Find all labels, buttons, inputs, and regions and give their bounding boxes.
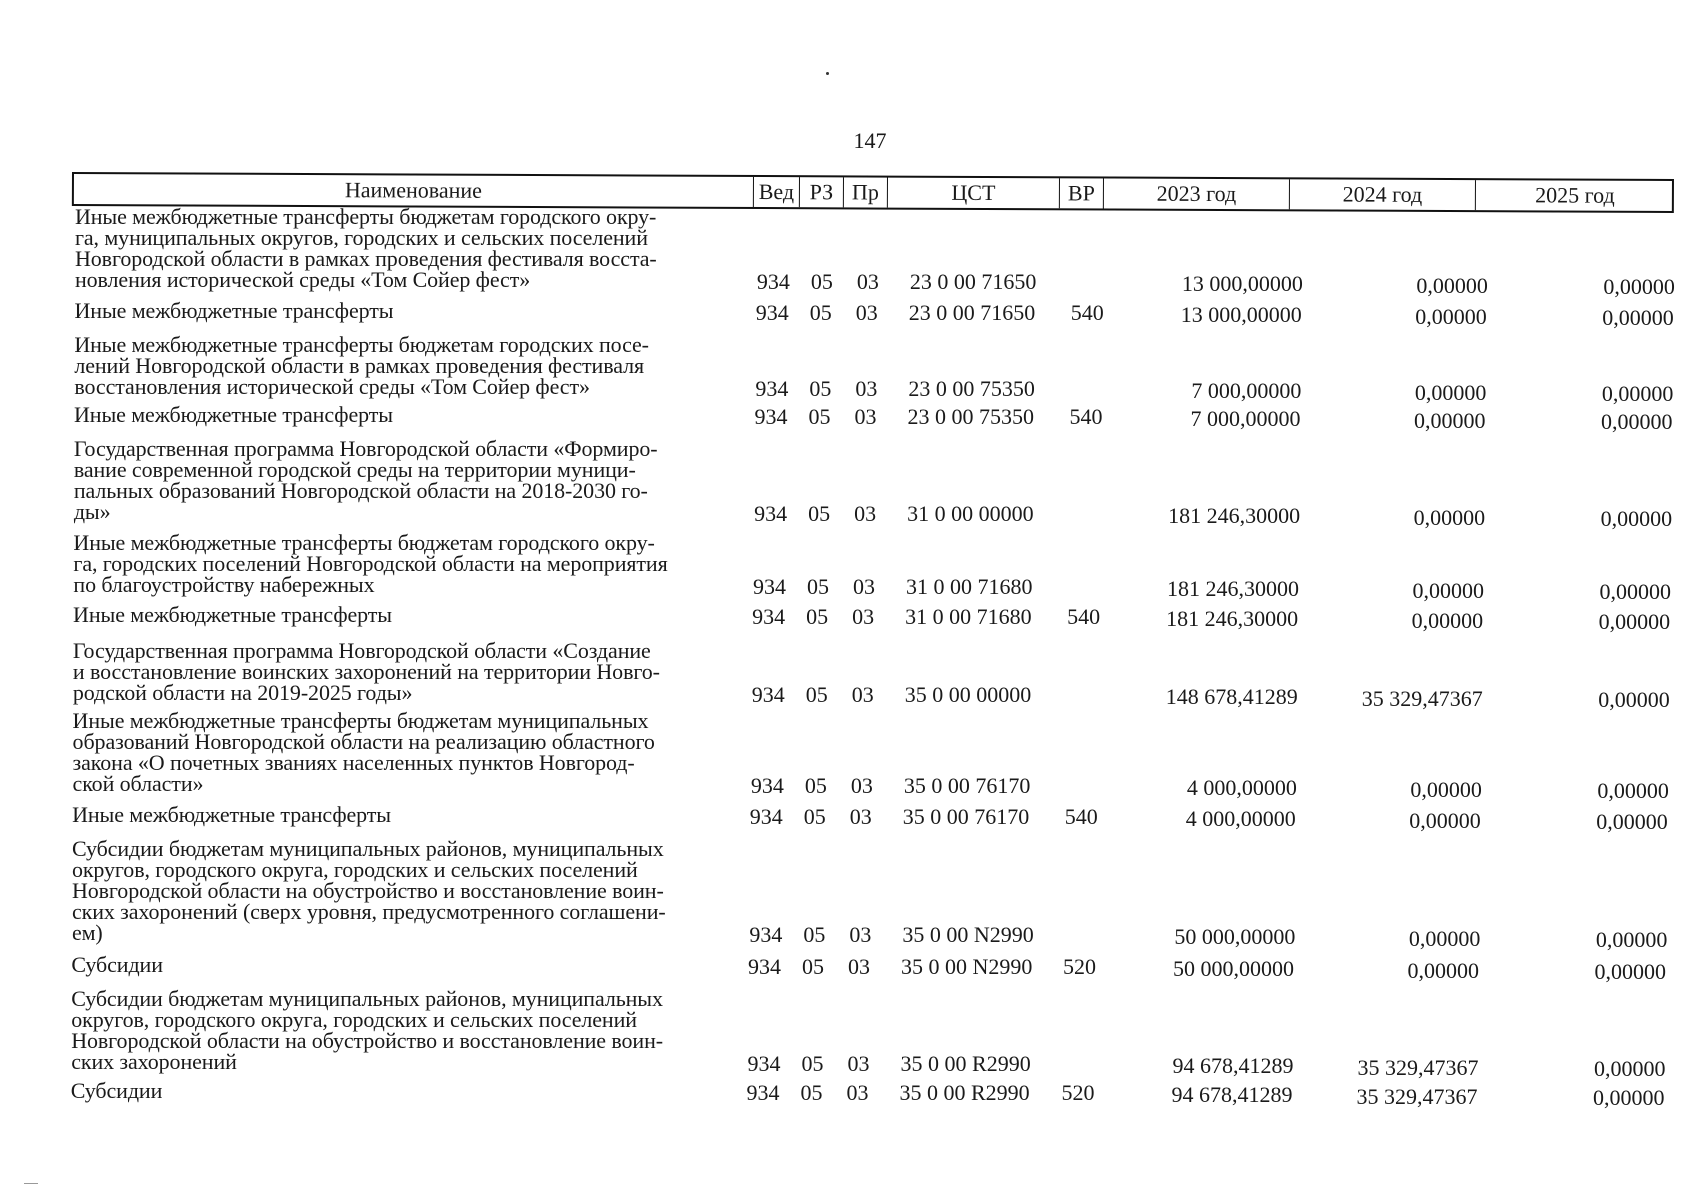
cell-rz: 05 (808, 501, 831, 526)
cell-cst: 31 0 00 71680 (905, 604, 1032, 629)
row-name (73, 640, 753, 703)
header-2025: 2025 год (1535, 182, 1615, 208)
cell-y2023: 181 246,30000 (1168, 503, 1301, 528)
row-name-line: новления исторической среды «Том Сойер фест» (74, 267, 531, 292)
cell-pr: 03 (854, 404, 877, 429)
cell-cst: 23 0 00 71650 (909, 269, 1037, 294)
cell-pr: 03 (849, 804, 872, 829)
row-name (75, 300, 755, 321)
cell-y2025: 0,00000 (1601, 409, 1673, 434)
row-name (74, 404, 754, 425)
cell-pr: 03 (854, 501, 877, 526)
cell-y2025: 0,00000 (1594, 959, 1666, 984)
cell-y2024: 0,00000 (1416, 273, 1488, 298)
row-name-line: Государственная программа Новгородской области «Создание (72, 638, 651, 663)
header-ved: Вед (754, 177, 800, 207)
header-2023: 2023 год (1104, 179, 1290, 210)
cell-y2024: 0,00000 (1409, 808, 1481, 833)
row-name (73, 710, 753, 794)
row-name-line: ских захоронений (сверх уровня, предусмотренного соглашени- (71, 899, 666, 924)
cell-ved: 934 (754, 501, 788, 526)
row-name-line: га, муниципальных округов, городских и сельских поселений (74, 225, 648, 250)
header-vr: ВР (1060, 178, 1104, 208)
row-name-line: Иные межбюджетные трансферты (73, 602, 392, 627)
cell-y2023: 94 678,41289 (1171, 1082, 1293, 1107)
row-name-line: Государственная программа Новгородской области «Формиро- (73, 436, 658, 461)
cell-y2023: 181 246,30000 (1166, 606, 1299, 631)
cell-rz: 05 (804, 773, 827, 798)
cell-y2023: 181 246,30000 (1167, 576, 1300, 601)
cell-cst: 31 0 00 00000 (907, 501, 1034, 526)
cell-pr: 03 (849, 922, 872, 947)
cell-y2025: 0,00000 (1599, 579, 1672, 604)
cell-pr: 03 (851, 682, 874, 707)
cell-y2025: 0,00000 (1603, 274, 1675, 299)
cell-y2023: 94 678,41289 (1172, 1053, 1294, 1078)
cell-cst: 35 0 00 76170 (902, 804, 1030, 829)
cell-ved: 934 (749, 922, 783, 947)
cell-pr: 03 (856, 269, 879, 294)
cell-y2024: 0,00000 (1412, 578, 1485, 603)
cell-y2023: 4 000,00000 (1185, 806, 1296, 831)
cell-rz: 05 (808, 404, 831, 429)
cell-vr: 540 (1069, 404, 1103, 429)
cell-pr: 03 (847, 1051, 870, 1076)
row-name (73, 604, 753, 625)
row-name-line: Субсидии бюджетам муниципальных районов, муниципальных (71, 986, 663, 1011)
row-name-line: родской области на 2019-2025 годы» (72, 680, 413, 705)
cell-y2025: 0,00000 (1602, 305, 1674, 330)
row-name (74, 438, 754, 522)
cell-rz: 05 (800, 1080, 823, 1105)
row-name (72, 838, 752, 943)
cell-y2024: 0,00000 (1415, 304, 1487, 329)
cell-ved: 934 (754, 404, 788, 429)
row-name-line: Иные межбюджетные трансферты бюджетам городского окру- (73, 530, 655, 555)
row-name-line: Новгородской области в рамках проведения фестиваля восста- (74, 246, 657, 271)
cell-ved: 934 (753, 574, 787, 599)
row-name-line: по благоустройству набережных (73, 572, 375, 597)
cell-ved: 934 (750, 773, 784, 798)
row-name-line: восстановления исторической среды «Том Сойер фест» (74, 374, 590, 399)
row-name (72, 804, 752, 825)
cell-vr: 540 (1067, 604, 1101, 629)
cell-ved: 934 (752, 604, 786, 629)
row-name-line: Новгородской области на обустройство и восстановление воин- (71, 1028, 663, 1053)
cell-ved: 934 (749, 804, 783, 829)
row-name (71, 1080, 751, 1101)
row-name-line: Иные межбюджетные трансферты (74, 298, 394, 323)
row-name-line: Иные межбюджетные трансферты (72, 802, 391, 827)
cell-y2024: 0,00000 (1414, 408, 1486, 433)
cell-y2024: 0,00000 (1413, 505, 1486, 530)
row-name-line: закона «О почетных званиях населенных пунктов Новгород- (72, 750, 635, 775)
cell-y2025: 0,00000 (1595, 927, 1668, 952)
row-name (71, 954, 751, 975)
cell-ved: 934 (755, 376, 789, 401)
page-number: 147 (853, 128, 887, 153)
row-name-line: образований Новгородской области на реализацию областного (72, 729, 655, 754)
cell-y2023: 13 000,00000 (1181, 271, 1303, 296)
cell-vr: 540 (1070, 300, 1104, 325)
cell-cst: 35 0 00 R2990 (900, 1051, 1031, 1076)
row-name-line: Иные межбюджетные трансферты (74, 402, 393, 427)
cell-rz: 05 (810, 269, 833, 294)
cell-rz: 05 (805, 682, 828, 707)
row-name-line: га, городских поселений Новгородской области на мероприятия (73, 551, 668, 576)
row-name-line: округов, городского округа, городских и сельских поселений (71, 1007, 637, 1032)
cell-cst: 23 0 00 75350 (908, 376, 1035, 401)
cell-rz: 05 (806, 604, 829, 629)
cell-vr: 520 (1062, 954, 1096, 979)
row-name-line: и восстановление воинских захоронений на территории Новго- (72, 659, 660, 684)
cell-cst: 23 0 00 71650 (908, 300, 1036, 325)
row-name-line: Субсидии бюджетам муниципальных районов, муниципальных (71, 836, 664, 861)
cell-rz: 05 (803, 922, 826, 947)
row-name-line: округов, городского округа, городских и сельских поселений (71, 857, 638, 882)
cell-y2025: 0,00000 (1594, 1056, 1666, 1081)
cell-pr: 03 (847, 954, 870, 979)
cell-cst: 35 0 00 76170 (903, 773, 1031, 798)
cell-cst: 35 0 00 N2990 (900, 954, 1033, 979)
cell-pr: 03 (855, 300, 878, 325)
cell-y2024: 0,00000 (1407, 958, 1479, 983)
row-name (71, 988, 751, 1072)
cell-vr: 540 (1064, 804, 1098, 829)
cell-cst: 35 0 00 00000 (904, 682, 1032, 707)
cell-y2023: 148 678,41289 (1165, 684, 1298, 709)
row-name-line: Субсидии (70, 1078, 163, 1103)
cell-y2024: 0,00000 (1411, 608, 1484, 633)
row-name-line: Иные межбюджетные трансферты бюджетам городского окру- (74, 204, 657, 229)
cell-y2024: 0,00000 (1414, 380, 1487, 405)
cell-rz: 05 (801, 1051, 824, 1076)
row-name-line: пальных образований Новгородской области на 2018-2030 го- (73, 478, 648, 503)
row-name (74, 334, 754, 397)
cell-y2023: 7 000,00000 (1191, 378, 1302, 403)
cell-cst: 31 0 00 71680 (906, 574, 1033, 599)
row-name-line: ды» (73, 499, 111, 524)
cell-rz: 05 (801, 954, 824, 979)
cell-ved: 934 (751, 682, 785, 707)
cell-pr: 03 (853, 574, 876, 599)
cell-y2023: 50 000,00000 (1174, 924, 1296, 949)
cell-y2025: 0,00000 (1597, 778, 1669, 803)
cell-rz: 05 (803, 804, 826, 829)
cell-cst: 35 0 00 R2990 (899, 1080, 1030, 1105)
cell-cst: 23 0 00 75350 (907, 404, 1035, 429)
header-cst: ЦСТ (888, 178, 1060, 209)
cell-y2025: 0,00000 (1600, 506, 1673, 531)
cell-ved: 934 (747, 1051, 781, 1076)
cell-y2024: 0,00000 (1410, 777, 1482, 802)
cell-rz: 05 (809, 376, 832, 401)
row-name-line: Иные межбюджетные трансферты бюджетам муниципальных (72, 708, 649, 733)
cell-y2023: 50 000,00000 (1172, 956, 1294, 981)
cell-y2025: 0,00000 (1596, 809, 1668, 834)
header-rz: РЗ (800, 177, 844, 207)
cell-pr: 03 (852, 604, 875, 629)
row-name-line: ем) (71, 920, 103, 945)
header-pr: Пр (844, 177, 888, 207)
cell-ved: 934 (756, 269, 790, 294)
cell-pr: 03 (855, 376, 878, 401)
cell-y2025: 0,00000 (1592, 1085, 1665, 1110)
row-name (75, 206, 755, 290)
cell-ved: 934 (755, 300, 789, 325)
header-2024: 2024 год (1290, 179, 1476, 210)
cell-y2025: 0,00000 (1598, 687, 1670, 712)
cell-pr: 03 (850, 773, 873, 798)
row-name-line: вание современной городской среды на территории муници- (73, 457, 636, 482)
cell-vr: 520 (1061, 1080, 1095, 1105)
cell-y2023: 4 000,00000 (1186, 775, 1297, 800)
cell-y2024: 0,00000 (1408, 926, 1481, 951)
cell-rz: 05 (807, 574, 830, 599)
cell-y2023: 13 000,00000 (1180, 302, 1302, 327)
cell-pr: 03 (846, 1080, 869, 1105)
cell-y2024: 35 329,47367 (1356, 1084, 1478, 1109)
cell-ved: 934 (746, 1080, 780, 1105)
cell-y2024: 35 329,47367 (1361, 686, 1483, 711)
row-name-line: Новгородской области на обустройство и восстановление воин- (71, 878, 664, 903)
row-name (73, 532, 753, 595)
row-name-line: ских захоронений (71, 1049, 237, 1074)
row-name-line: лений Новгородской области в рамках проведения фестиваля (74, 353, 644, 378)
row-name-line: Иные межбюджетные трансферты бюджетам городских посе- (74, 332, 649, 357)
row-name-line: Субсидии (71, 952, 163, 977)
cell-ved: 934 (747, 954, 781, 979)
cell-y2024: 35 329,47367 (1357, 1055, 1479, 1080)
header-name: Наименование (74, 174, 754, 207)
cell-y2023: 7 000,00000 (1190, 406, 1301, 431)
row-name-line: ской области» (72, 771, 204, 796)
cell-cst: 35 0 00 N2990 (902, 922, 1034, 947)
cell-rz: 05 (809, 300, 832, 325)
cell-y2025: 0,00000 (1601, 381, 1674, 406)
cell-y2025: 0,00000 (1598, 609, 1671, 634)
